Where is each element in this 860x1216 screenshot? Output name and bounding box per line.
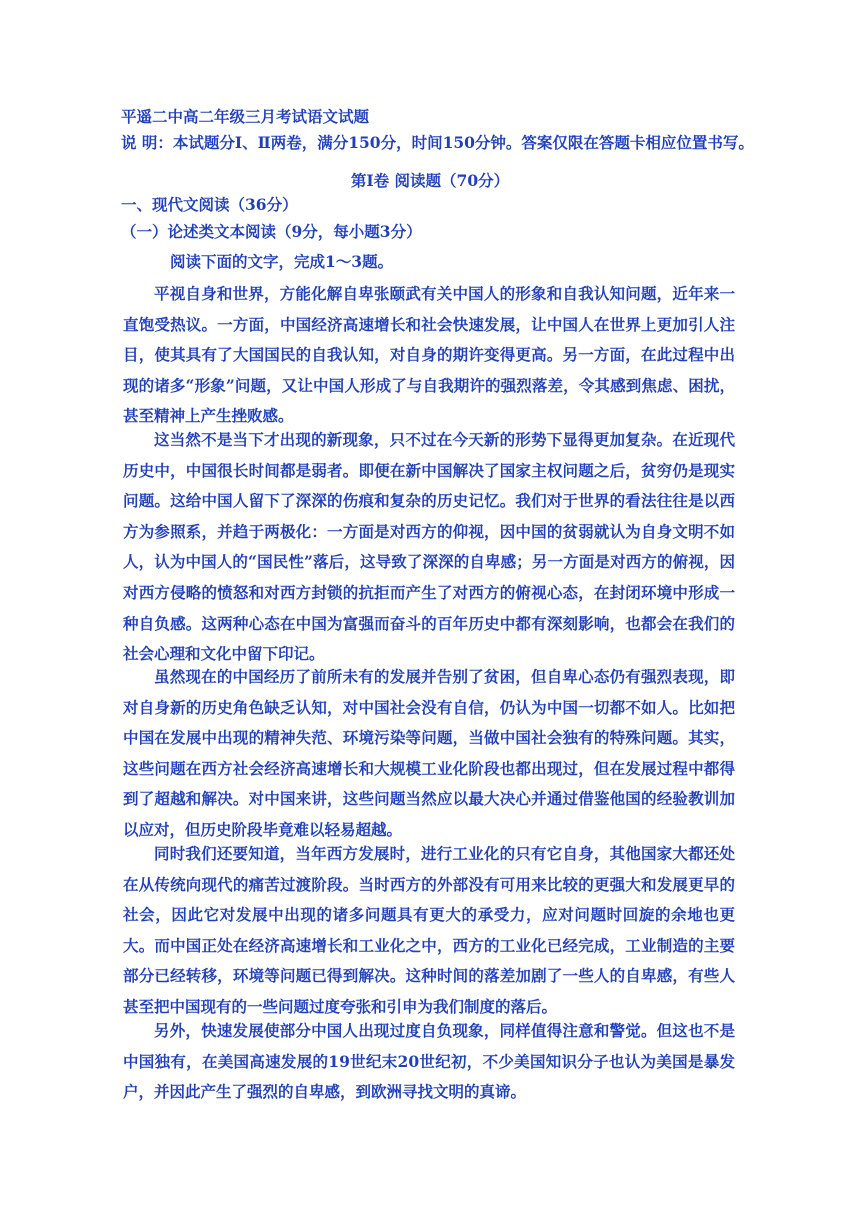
passage-paragraph-1: 平视自身和世界，方能化解自卑张颐武有关中国人的形象和自我认知问题，近年来一直饱受热议。一方面，中国经济高速增长和社会快速发展，让中国人在世界上更加引人注目，使其具有了大国国民的自我认知，对自身的期许变得更高。另一方面，在此过程中出现的诸多“形象”问题，又让中国人形成了与自我期许的强烈落差，令其感到焦虑、困扰，甚至精神上产生挫败感。 <box>123 284 735 426</box>
passage-paragraph-3: 虽然现在的中国经历了前所未有的发展并告别了贫困，但自卑心态仍有强烈表现，即对自身新的历史角色缺乏认知，对中国社会没有自信，仍认为中国一切都不如人。比如把中国在发展中出现的精神失范、环境污染等问题，当做中国社会独有的特殊问题。其实，这些问题在西方社会经济高速增长和大规模工业化阶段也都出现过，但在发展过程中都得到了超越和解决。对中国来讲，这些问题当然应以最大决心并通过借鉴他国的经验教训加以应对，但历史阶段毕竟难以轻易超越。 <box>123 667 735 839</box>
part-heading: 一、现代文阅读（36分） <box>121 195 298 214</box>
exam-title: 平遥二中高二年级三月考试语文试题 <box>121 107 370 126</box>
passage-paragraph-5: 另外，快速发展使部分中国人出现过度自负现象，同样值得注意和警觉。但这也不是中国独有，在美国高速发展的19世纪末20世纪初，不少美国知识分子也认为美国是暴发户，并因此产生了强烈的自卑感，到欧洲寻找文明的真谛。 <box>123 1021 735 1102</box>
section-header: 第Ⅰ卷 阅读题（70分） <box>350 171 510 190</box>
reading-instruction: 阅读下面的文字，完成1～3题。 <box>170 252 394 271</box>
exam-instructions-note: 说 明：本试题分Ⅰ、Ⅱ两卷，满分150分，时间150分钟。答案仅限在答题卡相应位置书写。 <box>121 133 754 152</box>
sub-heading: （一）论述类文本阅读（9分，每小题3分） <box>121 222 422 241</box>
passage-paragraph-4: 同时我们还要知道，当年西方发展时，进行工业化的只有它自身，其他国家大都还处在从传统向现代的痛苦过渡阶段。当时西方的外部没有可用来比较的更强大和发展更早的社会，因此它对发展中出现的诸多问题具有更大的承受力，应对问题时回旋的余地也更大。而中国正处在经济高速增长和工业化之中，西方的工业化已经完成，工业制造的主要部分已经转移，环境等问题已得到解决。这种时间的落差加剧了一些人的自卑感，有些人甚至把中国现有的一些问题过度夸张和引申为我们制度的落后。 <box>123 844 735 1016</box>
passage-paragraph-2: 这当然不是当下才出现的新现象，只不过在今天新的形势下显得更加复杂。在近现代历史中，中国很长时间都是弱者。即便在新中国解决了国家主权问题之后，贫穷仍是现实问题。这给中国人留下了深深的伤痕和复杂的历史记忆。我们对于世界的看法往往是以西方为参照系，并趋于两极化：一方面是对西方的仰视，因中国的贫弱就认为自身文明不如人，认为中国人的“国民性”落后，这导致了深深的自卑感；另一方面是对西方的俯视，因对西方侵略的愤怒和对西方封锁的抗拒而产生了对西方的俯视心态，在封闭环境中形成一种自负感。这两种心态在中国为富强而奋斗的百年历史中都有深刻影响，也都会在我们的社会心理和文化中留下印记。 <box>123 430 735 664</box>
